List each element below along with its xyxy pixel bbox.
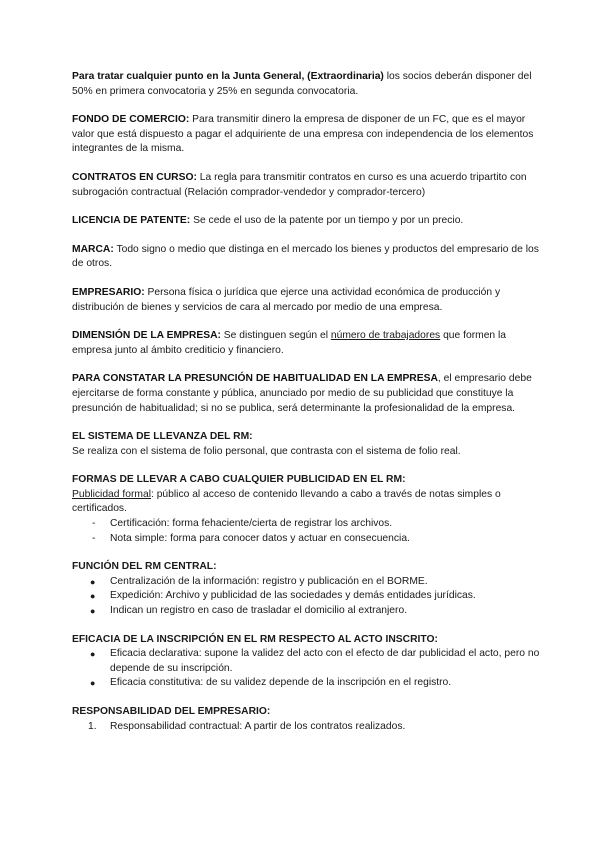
section-responsabilidad-empresario bbox=[72, 705, 540, 734]
text-contratos-curso: La regla para transmitir contratos en curso es una acuerdo tripartito con subrogación contractual (Relación comprador-vendedor y comprador-tercero) bbox=[72, 171, 527, 198]
bullet-icon: ● bbox=[90, 678, 96, 689]
section-funcion-rm-central bbox=[72, 560, 540, 618]
dash-marker: - bbox=[92, 532, 96, 544]
list-item-text: Responsabilidad contractual: A partir de los contratos realizados. bbox=[110, 720, 406, 732]
paragraph-junta-general bbox=[72, 70, 540, 99]
bullet-icon: ● bbox=[90, 576, 96, 587]
text-publicidad-formal: : público al acceso de contenido llevando a cabo a través de notas simples o certificados. bbox=[72, 488, 501, 515]
heading-funcion-rm-central: FUNCIÓN DEL RM CENTRAL: bbox=[72, 561, 217, 573]
list-eficacia-inscripcion bbox=[72, 647, 540, 691]
text-junta-general: los socios deberán disponer del 50% en primera convocatoria y 25% en segunda convocatoria. bbox=[72, 71, 532, 97]
section-sistema-llevanza bbox=[72, 430, 540, 459]
term-habitualidad: PARA CONSTATAR LA PRESUNCIÓN DE HABITUALIDAD EN LA EMPRESA bbox=[72, 373, 438, 385]
paragraph-habitualidad bbox=[72, 372, 540, 416]
text-dimension-before: Se distinguen según el bbox=[220, 330, 331, 342]
document-page bbox=[72, 70, 540, 748]
paragraph-marca bbox=[72, 243, 540, 272]
number-marker: 1. bbox=[88, 720, 97, 732]
term-licencia-patente: LICENCIA DE PATENTE: bbox=[72, 215, 191, 227]
underlined-numero-trabajadores: número de trabajadores bbox=[330, 330, 441, 342]
list-funcion-rm-central bbox=[72, 575, 540, 619]
list-item bbox=[72, 720, 540, 735]
paragraph-dimension-empresa bbox=[72, 329, 540, 358]
list-item bbox=[72, 575, 540, 590]
list-item bbox=[72, 517, 540, 532]
list-formas-publicidad bbox=[72, 517, 540, 546]
term-fondo-comercio: FONDO DE COMERCIO: bbox=[72, 114, 190, 126]
term-dimension-empresa: DIMENSIÓN DE LA EMPRESA: bbox=[72, 330, 221, 342]
heading-formas-publicidad: FORMAS DE LLEVAR A CABO CUALQUIER PUBLICIDAD EN EL RM: bbox=[72, 474, 406, 486]
list-item bbox=[72, 532, 540, 547]
heading-sistema-llevanza: EL SISTEMA DE LLEVANZA DEL RM: bbox=[72, 431, 253, 443]
text-marca: Todo signo o medio que distinga en el mercado los bienes y productos del empresario de los de otros. bbox=[72, 243, 539, 270]
paragraph-empresario bbox=[72, 286, 540, 315]
bullet-icon: ● bbox=[90, 606, 96, 617]
list-item-text: Nota simple: forma para conocer datos y actuar en consecuencia. bbox=[110, 532, 410, 544]
term-junta-general: Para tratar cualquier punto en la Junta General, (Extraordinaria) bbox=[72, 71, 384, 82]
term-marca: MARCA: bbox=[72, 243, 114, 255]
bullet-icon: ● bbox=[90, 649, 96, 660]
text-licencia-patente: Se cede el uso de la patente por un tiempo y por un precio. bbox=[190, 215, 464, 227]
list-item bbox=[72, 676, 540, 691]
list-item-text: Expedición: Archivo y publicidad de las sociedades y demás entidades jurídicas. bbox=[110, 590, 476, 602]
bullet-icon: ● bbox=[90, 591, 96, 602]
list-item-text: Certificación: forma fehaciente/cierta de registrar los archivos. bbox=[110, 518, 393, 530]
dash-marker: - bbox=[92, 518, 96, 530]
term-contratos-curso: CONTRATOS EN CURSO: bbox=[72, 171, 197, 183]
section-formas-publicidad bbox=[72, 473, 540, 546]
heading-responsabilidad-empresario: RESPONSABILIDAD DEL EMPRESARIO: bbox=[72, 706, 271, 717]
text-sistema-llevanza: Se realiza con el sistema de folio personal, que contrasta con el sistema de folio real. bbox=[72, 445, 461, 457]
paragraph-licencia-patente bbox=[72, 214, 540, 229]
list-item-text: Indican un registro en caso de trasladar el domicilio al extranjero. bbox=[110, 605, 408, 617]
list-item bbox=[72, 604, 540, 619]
text-empresario: Persona física o jurídica que ejerce una actividad económica de producción y distribución de bienes y servicios de cara al mercado por medio de una empresa. bbox=[72, 286, 501, 313]
section-eficacia-inscripcion bbox=[72, 633, 540, 691]
list-item-text: Eficacia constitutiva: de su validez depende de la inscripción en el registro. bbox=[110, 677, 452, 689]
list-item bbox=[72, 589, 540, 604]
underlined-publicidad-formal: Publicidad formal bbox=[72, 488, 151, 500]
list-responsabilidad bbox=[72, 720, 540, 735]
list-item-text: Centralización de la información: registro y publicación en el BORME. bbox=[110, 575, 428, 587]
text-dimension-after: que formen la empresa junto al ámbito crediticio y financiero. bbox=[72, 330, 507, 356]
text-fondo-comercio: Para transmitir dinero la empresa de disponer de un FC, que es el mayor valor que está dispuesto a pagar el adquiriente de una empresa con independencia de los elementos integrantes de la misma. bbox=[72, 114, 534, 155]
text-habitualidad: , el empresario debe ejercitarse de forma constante y pública, anunciado por medio de su publicidad que constituye la presunción de habitualidad; si no se publica, será determinante la profesionalidad de la empresa. bbox=[72, 373, 532, 414]
heading-eficacia-inscripcion: EFICACIA DE LA INSCRIPCIÓN EN EL RM RESPECTO AL ACTO INSCRITO: bbox=[72, 633, 438, 645]
term-empresario: EMPRESARIO: bbox=[72, 286, 145, 298]
list-item bbox=[72, 647, 540, 676]
paragraph-fondo-comercio bbox=[72, 113, 540, 157]
list-item-text: Eficacia declarativa: supone la validez del acto con el efecto de dar publicidad el acto, pero no depende de su inscripción. bbox=[110, 648, 540, 674]
paragraph-contratos-curso bbox=[72, 171, 540, 200]
